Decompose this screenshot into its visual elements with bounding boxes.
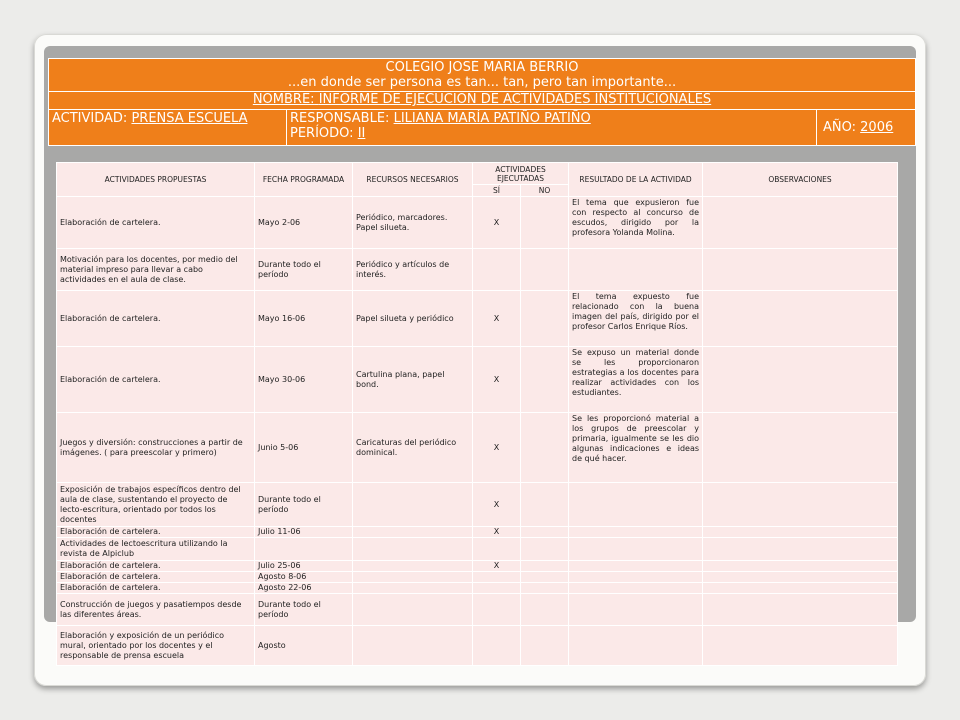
executed-si-cell: [473, 249, 521, 291]
executed-si-cell: [473, 594, 521, 626]
observations-cell: [703, 291, 898, 347]
resources-cell: [353, 527, 473, 538]
resources-cell: [353, 626, 473, 666]
activity-cell: Elaboración de cartelera.: [57, 572, 255, 583]
table-row: [57, 347, 898, 413]
observations-cell: [703, 197, 898, 249]
executed-no-cell: [521, 527, 569, 538]
resources-cell: [353, 572, 473, 583]
executed-no-cell: [521, 347, 569, 413]
activities-table-wrap: [56, 162, 897, 666]
result-cell: [569, 583, 703, 594]
resources-cell: [353, 561, 473, 572]
activity-cell: Exposición de trabajos específicos dentro del aula de clase, sustentando el proyecto de lecto-escritura, orientado por todos los docentes: [57, 483, 255, 527]
resources-cell: [353, 583, 473, 594]
executed-si-cell: X: [473, 527, 521, 538]
executed-no-cell: [521, 626, 569, 666]
activity-cell: Juegos y diversión: construcciones a partir de imágenes. ( para preescolar y primero): [57, 413, 255, 483]
executed-no-cell: [521, 413, 569, 483]
observations-cell: [703, 583, 898, 594]
resources-cell: Cartulina plana, papel bond.: [353, 347, 473, 413]
activity-cell: [49, 110, 287, 145]
table-row: [57, 413, 898, 483]
executed-si-cell: [473, 572, 521, 583]
activity-cell: Construcción de juegos y pasatiempos desde las diferentes áreas.: [57, 594, 255, 626]
table-row: [57, 249, 898, 291]
table-row: [57, 527, 898, 538]
executed-si-cell: X: [473, 561, 521, 572]
table-row: [57, 583, 898, 594]
responsible-cell: [287, 110, 817, 145]
activity-row: [49, 110, 915, 145]
col-no: NO: [521, 185, 569, 197]
table-row: [57, 626, 898, 666]
activity-cell: Elaboración de cartelera.: [57, 197, 255, 249]
executed-si-cell: [473, 538, 521, 561]
observations-cell: [703, 413, 898, 483]
period-value: II: [357, 126, 366, 141]
result-cell: [569, 594, 703, 626]
executed-si-cell: X: [473, 483, 521, 527]
result-cell: El tema expuesto fue relacionado con la buena imagen del país, dirigido por el profesor Carlos Enrique Ríos.: [569, 291, 703, 347]
result-cell: El tema que expusieron fue con respecto al concurso de escudos, dirigido por la profesora Yolanda Molina.: [569, 197, 703, 249]
col-date: FECHA PROGRAMADA: [255, 163, 353, 197]
activity-cell: Elaboración de cartelera.: [57, 583, 255, 594]
result-cell: Se les proporcionó material a los grupos de preescolar y primaria, igualmente se les dio algunas indicaciones e ideas de qué hacer.: [569, 413, 703, 483]
resources-cell: Papel silueta y periódico: [353, 291, 473, 347]
table-row: [57, 572, 898, 583]
executed-no-cell: [521, 291, 569, 347]
responsible-value: LILIANA MARÍA PATIÑO PATIÑO: [393, 111, 591, 126]
table-row: [57, 561, 898, 572]
title-block: [49, 59, 915, 92]
activity-cell: Actividades de lectoescritura utilizando la revista de Alpiclub: [57, 538, 255, 561]
observations-cell: [703, 347, 898, 413]
date-cell: Mayo 2-06: [255, 197, 353, 249]
activity-cell: Elaboración y exposición de un periódico mural, orientado por los docentes y el responsable de prensa escuela: [57, 626, 255, 666]
activity-cell: Elaboración de cartelera.: [57, 347, 255, 413]
resources-cell: Periódico y artículos de interés.: [353, 249, 473, 291]
activities-table: [56, 162, 898, 666]
executed-no-cell: [521, 249, 569, 291]
report-header: [48, 58, 916, 146]
executed-si-cell: X: [473, 413, 521, 483]
table-row: [57, 483, 898, 527]
executed-si-cell: [473, 626, 521, 666]
col-observations: OBSERVACIONES: [703, 163, 898, 197]
col-si: SÍ: [473, 185, 521, 197]
result-cell: [569, 626, 703, 666]
executed-no-cell: [521, 538, 569, 561]
executed-si-cell: X: [473, 291, 521, 347]
resources-cell: [353, 594, 473, 626]
result-cell: [569, 483, 703, 527]
result-cell: [569, 527, 703, 538]
name-value: INFORME DE EJECUCIÓN DE ACTIVIDADES INSTITUCIONALES: [318, 92, 712, 107]
observations-cell: [703, 483, 898, 527]
activity-value: PRENSA ESCUELA: [131, 111, 248, 126]
observations-cell: [703, 626, 898, 666]
col-executed: ACTIVIDADES EJECUTADAS: [473, 163, 569, 185]
executed-no-cell: [521, 561, 569, 572]
school-motto: ...en donde ser persona es tan... tan, pero tan importante...: [287, 75, 677, 90]
result-cell: [569, 572, 703, 583]
date-cell: Agosto 8-06: [255, 572, 353, 583]
date-cell: Junio 5-06: [255, 413, 353, 483]
activity-cell: Elaboración de cartelera.: [57, 561, 255, 572]
observations-cell: [703, 249, 898, 291]
observations-cell: [703, 594, 898, 626]
resources-cell: [353, 483, 473, 527]
result-cell: [569, 538, 703, 561]
col-activities: ACTIVIDADES PROPUESTAS: [57, 163, 255, 197]
year-label: AÑO:: [823, 120, 857, 135]
executed-no-cell: [521, 583, 569, 594]
date-cell: Mayo 16-06: [255, 291, 353, 347]
year-value: 2006: [860, 120, 894, 135]
executed-si-cell: X: [473, 197, 521, 249]
executed-no-cell: [521, 197, 569, 249]
date-cell: Julio 25-06: [255, 561, 353, 572]
date-cell: Agosto 22-06: [255, 583, 353, 594]
col-result: RESULTADO DE LA ACTIVIDAD: [569, 163, 703, 197]
observations-cell: [703, 572, 898, 583]
executed-si-cell: [473, 583, 521, 594]
executed-no-cell: [521, 594, 569, 626]
name-label: NOMBRE:: [252, 92, 315, 107]
observations-cell: [703, 561, 898, 572]
period-label: PERÍODO:: [290, 126, 354, 141]
result-cell: [569, 249, 703, 291]
activity-label: ACTIVIDAD:: [52, 111, 128, 126]
table-row: [57, 538, 898, 561]
responsible-label: RESPONSABLE:: [290, 111, 390, 126]
resources-cell: Caricaturas del periódico dominical.: [353, 413, 473, 483]
observations-cell: [703, 538, 898, 561]
date-cell: Agosto: [255, 626, 353, 666]
table-row: [57, 197, 898, 249]
observations-cell: [703, 527, 898, 538]
result-cell: Se expuso un material donde se les proporcionaron estrategias a los docentes para realizar actividades con los estudiantes.: [569, 347, 703, 413]
executed-si-cell: X: [473, 347, 521, 413]
date-cell: [255, 538, 353, 561]
table-row: [57, 291, 898, 347]
table-row: [57, 594, 898, 626]
executed-no-cell: [521, 572, 569, 583]
resources-cell: Periódico, marcadores. Papel silueta.: [353, 197, 473, 249]
date-cell: Julio 11-06: [255, 527, 353, 538]
date-cell: Durante todo el período: [255, 249, 353, 291]
activity-cell: Elaboración de cartelera.: [57, 527, 255, 538]
executed-no-cell: [521, 483, 569, 527]
school-name: COLEGIO JOSÉ MARÍA BERRÍO: [385, 60, 579, 75]
resources-cell: [353, 538, 473, 561]
activity-cell: Motivación para los docentes, por medio del material impreso para llevar a cabo actividades en el aula de clase.: [57, 249, 255, 291]
date-cell: Mayo 30-06: [255, 347, 353, 413]
col-resources: RECURSOS NECESARIOS: [353, 163, 473, 197]
report-name: [49, 92, 915, 110]
date-cell: Durante todo el período: [255, 594, 353, 626]
date-cell: Durante todo el período: [255, 483, 353, 527]
activity-cell: Elaboración de cartelera.: [57, 291, 255, 347]
result-cell: [569, 561, 703, 572]
year-cell: [817, 110, 915, 145]
